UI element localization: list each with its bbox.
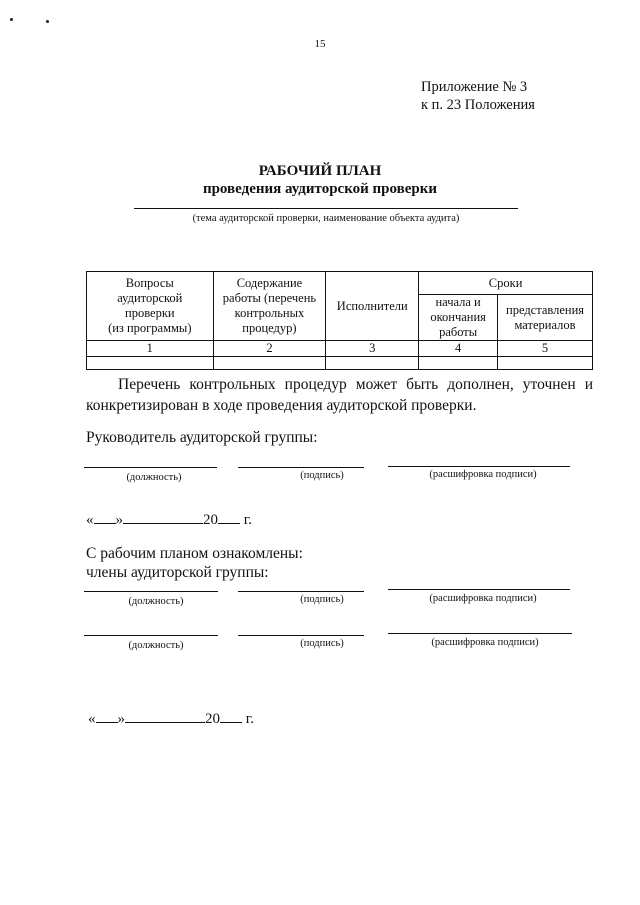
title-line-2: проведения аудиторской проверки xyxy=(202,181,438,197)
signature-line xyxy=(238,635,364,636)
leader-label: Руководитель аудиторской группы: xyxy=(86,429,318,446)
date-line: « » 20 г. xyxy=(88,708,254,728)
signature-caption: (подпись) xyxy=(300,470,344,481)
signature-line xyxy=(238,591,364,592)
appendix-line-1: Приложение № 3 xyxy=(421,79,528,95)
header-materials: представления материалов xyxy=(498,295,593,341)
column-number: 4 xyxy=(419,341,498,357)
position-line xyxy=(84,591,218,592)
scan-speck xyxy=(46,20,49,23)
page-number: 15 xyxy=(314,38,326,50)
decoding-line xyxy=(388,589,570,590)
topic-fill-line xyxy=(134,208,518,209)
header-start-end: начала и окончания работы xyxy=(419,295,498,341)
decoding-caption: (расшифровка подписи) xyxy=(431,637,539,648)
column-number: 3 xyxy=(326,341,419,357)
decoding-line xyxy=(388,466,570,467)
position-line xyxy=(84,467,217,468)
empty-table-row xyxy=(87,357,593,370)
decoding-caption: (расшифровка подписи) xyxy=(429,469,537,480)
header-terms: Сроки xyxy=(419,272,593,295)
members-label: члены аудиторской группы: xyxy=(86,564,269,581)
column-number: 5 xyxy=(498,341,593,357)
appendix-line-2: к п. 23 Положения xyxy=(421,97,535,113)
scan-speck xyxy=(10,18,13,21)
position-line xyxy=(84,635,218,636)
position-caption: (должность) xyxy=(126,472,182,483)
column-numbers-row xyxy=(87,341,593,357)
signature-caption: (подпись) xyxy=(300,638,344,649)
work-plan-table xyxy=(86,271,593,370)
position-caption: (должность) xyxy=(128,596,184,607)
date-line: « » 20 г. xyxy=(86,509,252,529)
note-paragraph: Перечень контрольных процедур может быть дополнен, уточнен и конкретизирован в ходе проведения аудиторской проверки. xyxy=(86,376,593,414)
acquainted-label: С рабочим планом ознакомлены: xyxy=(86,545,303,562)
title-line-1: РАБОЧИЙ ПЛАН xyxy=(258,163,382,179)
position-caption: (должность) xyxy=(128,640,184,651)
header-executors: Исполнители xyxy=(326,272,419,341)
column-number: 2 xyxy=(213,341,326,357)
header-questions: Вопросы аудиторской проверки (из программы) xyxy=(87,272,214,341)
topic-caption: (тема аудиторской проверки, наименование объекта аудита) xyxy=(192,213,460,224)
column-number: 1 xyxy=(87,341,214,357)
signature-line xyxy=(238,467,364,468)
appendix-reference xyxy=(421,78,535,114)
signature-caption: (подпись) xyxy=(300,594,344,605)
document-title xyxy=(0,162,640,198)
decoding-caption: (расшифровка подписи) xyxy=(429,593,537,604)
decoding-line xyxy=(388,633,572,634)
header-content: Содержание работы (перечень контрольных процедур) xyxy=(213,272,326,341)
